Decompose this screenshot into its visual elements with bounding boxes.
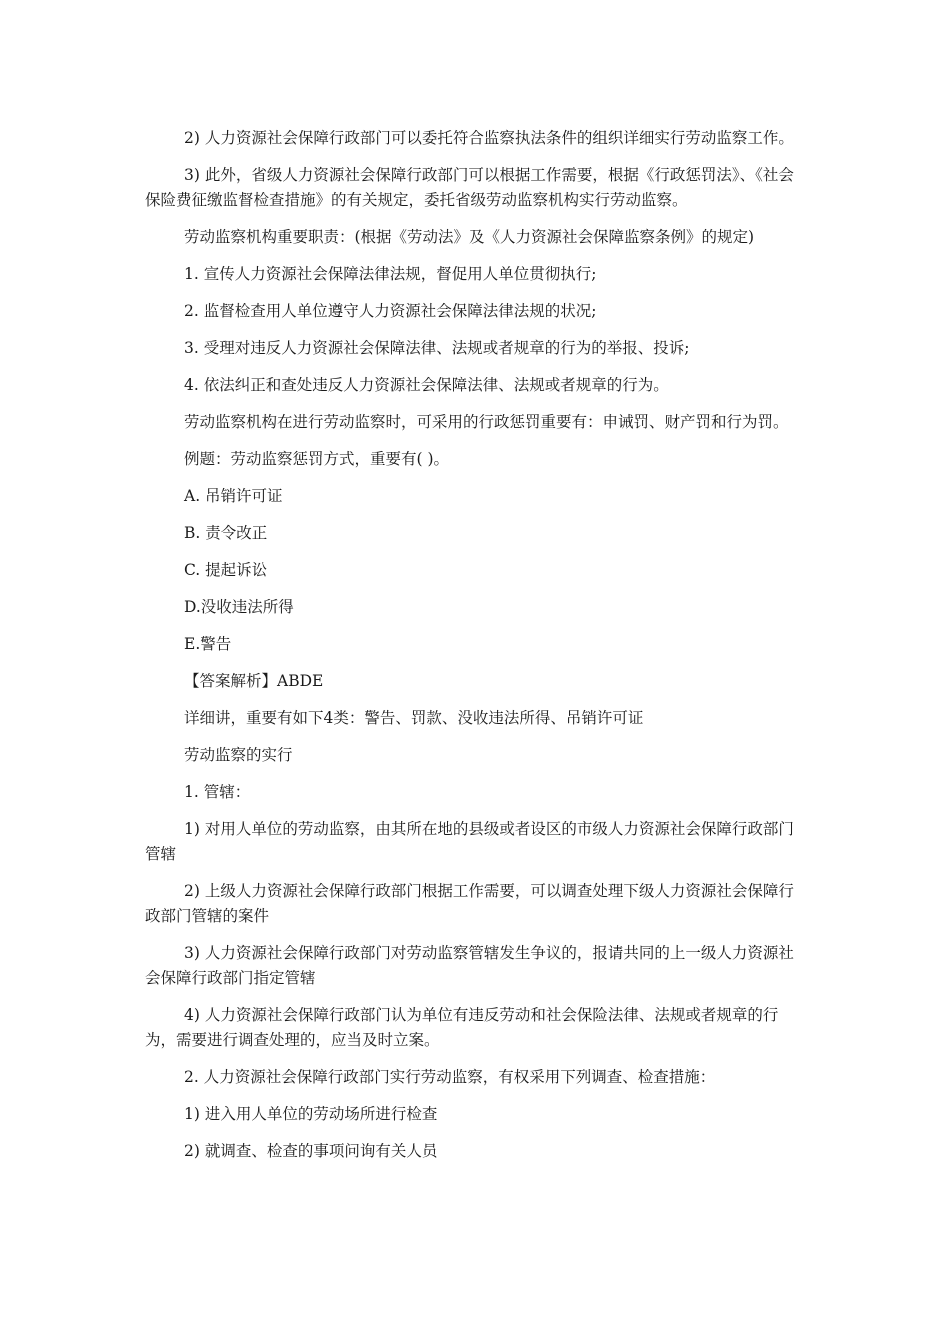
paragraph-duty-3: 3. 受理对违反人力资源社会保障法律、法规或者规章的行为的举报、投诉;: [184, 339, 690, 357]
paragraph-delegation-2: 2) 人力资源社会保障行政部门可以委托符合监察执法条件的组织详细实行劳动监察工作。: [184, 129, 794, 147]
option-b: B. 责令改正: [184, 524, 268, 542]
paragraph-measure-1: 1) 进入用人单位的劳动场所进行检查: [184, 1105, 438, 1123]
paragraph-delegation-3: 3) 此外，省级人力资源社会保障行政部门可以根据工作需要，根据《行政惩罚法》、《社会保险费征缴监督检查措施》的有关规定，委托省级劳动监察机构实行劳动监察。: [145, 166, 794, 209]
paragraph-duty-2: 2. 监督检查用人单位遵守人力资源社会保障法律法规的状况;: [184, 302, 597, 320]
paragraph-penalties: 劳动监察机构在进行劳动监察时，可采用的行政惩罚重要有：申诫罚、财产罚和行为罚。: [184, 413, 789, 431]
paragraph-jurisdiction-4: 4) 人力资源社会保障行政部门认为单位有违反劳动和社会保险法律、法规或者规章的行为，需要进行调查处理的，应当及时立案。: [145, 1006, 779, 1049]
option-e: E.警告: [184, 635, 232, 653]
paragraph-duties-heading: 劳动监察机构重要职责：(根据《劳动法》及《人力资源社会保障监察条例》的规定): [184, 228, 755, 246]
paragraph-measure-2: 2) 就调查、检查的事项问询有关人员: [184, 1142, 438, 1160]
paragraph-jurisdiction-2: 2) 上级人力资源社会保障行政部门根据工作需要，可以调查处理下级人力资源社会保障行政部门管辖的案件: [145, 882, 794, 925]
paragraph-jurisdiction-heading: 1. 管辖：: [184, 783, 251, 801]
document-body: [145, 126, 807, 1176]
paragraph-example-question: 例题：劳动监察惩罚方式，重要有( )。: [184, 450, 450, 468]
section-heading-implementation: 劳动监察的实行: [184, 746, 293, 764]
paragraph-duty-4: 4. 依法纠正和查处违反人力资源社会保障法律、法规或者规章的行为。: [184, 376, 669, 394]
option-c: C. 提起诉讼: [184, 561, 268, 579]
paragraph-measures-heading: 2. 人力资源社会保障行政部门实行劳动监察，有权采用下列调查、检查措施：: [184, 1068, 716, 1086]
answer-analysis: 【答案解析】ABDE: [184, 672, 324, 690]
paragraph-jurisdiction-1: 1) 对用人单位的劳动监察，由其所在地的县级或者设区的市级人力资源社会保障行政部门管辖: [145, 820, 794, 863]
paragraph-duty-1: 1. 宣传人力资源社会保障法律法规，督促用人单位贯彻执行;: [184, 265, 597, 283]
option-a: A. 吊销许可证: [184, 487, 283, 505]
answer-explanation: 详细讲，重要有如下4类：警告、罚款、没收违法所得、吊销许可证: [184, 709, 644, 727]
option-d: D.没收违法所得: [184, 598, 294, 616]
paragraph-jurisdiction-3: 3) 人力资源社会保障行政部门对劳动监察管辖发生争议的，报请共同的上一级人力资源社会保障行政部门指定管辖: [145, 944, 794, 987]
